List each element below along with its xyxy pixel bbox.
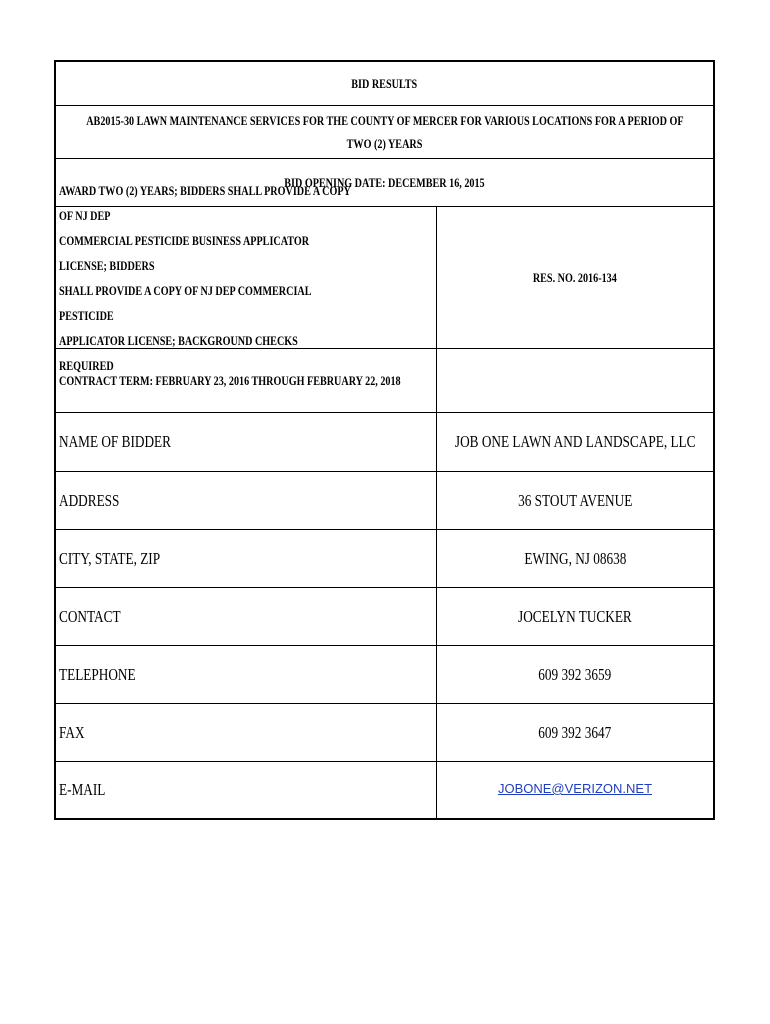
award-line: APPLICATOR LICENSE; BACKGROUND CHECKS REQUIRED — [59, 332, 298, 373]
resolution-number: RES. NO. 2016-134 — [533, 269, 617, 285]
project-row — [56, 106, 713, 159]
bidder-row-address — [56, 472, 713, 530]
title-row — [56, 62, 713, 106]
bid-opening-date: BID OPENING DATE: DECEMBER 16, 2015 — [284, 174, 485, 190]
project-title: AB2015-30 LAWN MAINTENANCE SERVICES FOR THE COUNTY OF MERCER FOR VARIOUS LOCATIONS FOR A PERIOD OF — [85, 113, 684, 128]
fax-label: FAX — [59, 722, 85, 742]
bidder-row-email — [56, 762, 713, 818]
email-link[interactable]: JOBONE@VERIZON.NET — [497, 781, 653, 796]
award-line: COMMERCIAL PESTICIDE BUSINESS APPLICATOR LICENSE; BIDDERS — [59, 232, 310, 273]
bidder-row-contact — [56, 588, 713, 646]
bidder-label: NAME OF BIDDER — [59, 432, 171, 451]
city-state-zip-value: EWING, NJ 08638 — [523, 548, 627, 568]
project-title-line2: TWO (2) YEARS — [346, 136, 423, 151]
telephone-label: TELEPHONE — [59, 664, 136, 684]
page-title: BID RESULTS — [351, 75, 418, 91]
bid-results-sheet — [54, 60, 715, 820]
telephone-value: 609 392 3659 — [538, 664, 612, 684]
award-line: SHALL PROVIDE A COPY OF NJ DEP COMMERCIAL PESTICIDE — [59, 282, 311, 323]
award-conditions — [56, 182, 437, 373]
address-value: 36 STOUT AVENUE — [517, 490, 633, 510]
contact-label: CONTACT — [59, 606, 121, 626]
bidder-row-fax — [56, 704, 713, 762]
address-label: ADDRESS — [59, 490, 120, 510]
bidder-row-city — [56, 530, 713, 588]
bidder-name: JOB ONE LAWN AND LANDSCAPE, LLC — [454, 432, 696, 451]
bidder-row-telephone — [56, 646, 713, 704]
contact-value: JOCELYN TUCKER — [518, 606, 632, 626]
city-state-zip-label: CITY, STATE, ZIP — [59, 548, 161, 568]
bidder-row-name — [56, 413, 713, 472]
email-label: E-MAIL — [59, 780, 106, 799]
award-line: AWARD TWO (2) YEARS; BIDDERS SHALL PROVIDE A COPY OF NJ DEP — [59, 182, 351, 223]
contract-term-row — [56, 349, 713, 413]
fax-value: 609 392 3647 — [538, 722, 612, 742]
contract-term: CONTRACT TERM: FEBRUARY 23, 2016 THROUGH FEBRUARY 22, 2018 — [59, 372, 401, 388]
